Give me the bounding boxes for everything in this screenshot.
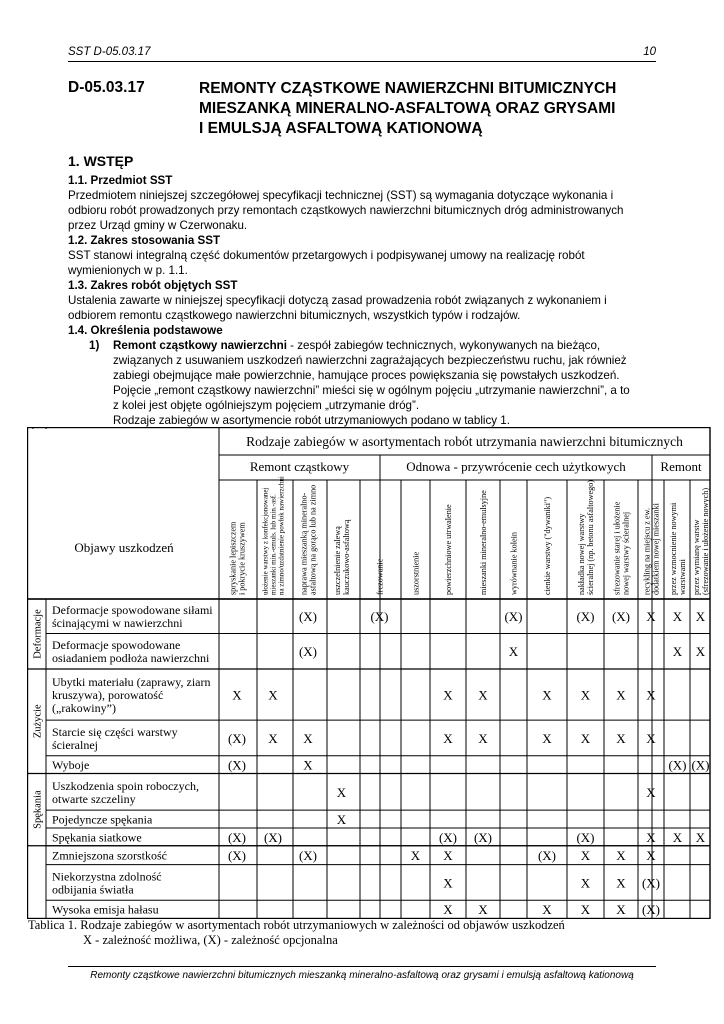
column-header: nakładka nowej warstwy — [576, 513, 586, 595]
dependency-mark: X — [695, 644, 706, 660]
column-header: frezowanie — [375, 558, 385, 595]
dependency-mark: X — [616, 875, 626, 891]
dependency-mark: X — [478, 730, 488, 746]
dependency-mark: X — [478, 902, 488, 918]
subsection-heading: 1.4. Określenia podstawowe — [68, 324, 223, 337]
dependency-mark: X — [580, 902, 591, 918]
title-line: I EMULSJĄ ASFALTOWĄ KATIONOWĄ — [199, 120, 483, 137]
group-label: Zużycie — [32, 704, 44, 739]
top-header: Rodzaje zabiegów w asortymentach robót utrzymania nawierzchni bitumicznych — [246, 434, 683, 449]
symptom-label: kruszywa), porowatość — [52, 688, 164, 703]
paragraph-line: odbiorem remontu cząstkowego nawierzchni bitumicznych, wszystkich typów i rodzajów. — [68, 309, 521, 322]
dependency-mark: (X) — [298, 609, 318, 625]
dependency-mark: X — [580, 687, 591, 703]
dependency-mark: (X) — [298, 644, 318, 660]
dependency-mark: X — [268, 730, 278, 746]
dependency-mark: X — [410, 848, 421, 864]
dependency-mark: X — [443, 902, 453, 918]
group-header: Remont cząstkowy — [249, 459, 350, 474]
column-header: mieszanki mineralno-emulsyjne — [478, 490, 488, 595]
dependency-mark: X — [508, 644, 519, 660]
column-header: uszczelnienie zalewą — [332, 526, 342, 595]
caption-line: Tablica 1. Rodzaje zabiegów w asortymentach robót utrzymaniowych w zależności od objawów uszkodzeń — [28, 918, 565, 932]
dependency-mark: (X) — [227, 829, 247, 845]
dependency-mark: X — [478, 687, 488, 703]
dependency-mark: X — [443, 687, 453, 703]
dependency-mark: X — [542, 902, 552, 918]
symptom-label: Niekorzystna zdolność — [52, 869, 162, 884]
symptom-label: Wysoka emisja hałasu — [52, 902, 159, 917]
item-number: 1) — [89, 339, 100, 352]
subsection-heading: 1.2. Zakres stosowania SST — [68, 234, 221, 247]
paragraph-line: Rodzaje zabiegów w asortymencie robót utrzymaniowych podano w tablicy 1. — [113, 414, 510, 427]
column-header: nowej warstwy ścieralnej — [621, 511, 631, 595]
paragraph-line: związanych z usuwaniem uszkodzeń nawierzchni zagrażających bezpieczeństwu ruchu, jak również — [113, 354, 627, 367]
column-header: warstwami — [677, 559, 687, 595]
dependency-mark: X — [303, 730, 313, 746]
caption-legend: X - zależność możliwa, (X) - zależność opcjonalna — [83, 933, 338, 947]
column-header: ścieralnej (np. betonu asfaltowego) — [585, 479, 595, 595]
dependency-mark: X — [616, 687, 626, 703]
column-header: recykling na miejscu z ew. — [642, 508, 652, 595]
section-heading: 1. WSTĘP — [68, 153, 134, 169]
definition-item — [68, 338, 668, 428]
group-label: Spękania — [32, 790, 44, 829]
dependency-mark: (X) — [504, 609, 523, 625]
paragraph-line: Ustalenia zawarte w niniejszej specyfikacji dotyczą zasad prowadzenia robót związanych z wykonaniem i — [68, 294, 607, 307]
symptom-label: („rakowiny”) — [52, 701, 116, 716]
document-title — [199, 79, 669, 139]
dependency-mark: X — [646, 829, 656, 845]
column-header: (sfrezowanie i ułożenie nowych) — [700, 487, 710, 595]
group-label — [32, 427, 57, 429]
paragraph-line: z kolei jest objęte ogólniejszym pojęciem „utrzymanie dróg”. — [113, 399, 420, 412]
page-number: 10 — [643, 46, 656, 58]
defined-term: Remont cząstkowy nawierzchni — [113, 339, 287, 352]
dependency-mark: (X) — [438, 829, 458, 845]
symptom-header: Objawy uszkodzeń — [74, 540, 174, 555]
dependency-mark: X — [542, 687, 552, 703]
dependency-mark: (X) — [473, 829, 493, 845]
subsection-heading: 1.1. Przedmiot SST — [68, 174, 173, 187]
title-line: REMONTY CZĄSTKOWE NAWIERZCHNI BITUMICZNYCH — [199, 80, 617, 97]
dependency-mark: X — [580, 730, 591, 746]
column-header: i pokrycie kruszywem — [237, 522, 247, 595]
treatment-table-grid — [27, 427, 711, 919]
dependency-mark: (X) — [263, 829, 283, 845]
column-header: uszorstnienie — [411, 551, 421, 595]
dependency-mark: (X) — [370, 609, 389, 625]
dependency-mark: (X) — [691, 757, 710, 773]
document-body — [68, 152, 668, 428]
symptom-label: odbijania światła — [52, 882, 134, 897]
dependency-mark: X — [580, 875, 591, 891]
subsection-heading: 1.3. Zakres robót objętych SST — [68, 279, 238, 292]
paragraph-line: przez Urząd gminy w Czerwonaku. — [68, 219, 248, 232]
dependency-mark: X — [672, 609, 683, 625]
dependency-mark: (X) — [641, 902, 661, 918]
dependency-mark: X — [616, 902, 626, 918]
paragraph-line: Pojęcie „remont cząstkowy nawierzchni” mieści się w ogólnym pojęciu „utrzymanie nawierzchni”, a to — [113, 384, 630, 397]
column-header: na zimno/uzdatnienie powłok nawierzchni — [277, 476, 286, 595]
dependency-mark: X — [616, 730, 626, 746]
table-frame — [28, 428, 711, 919]
dependency-mark: X — [646, 848, 656, 864]
column-header: naprawa mieszanką mineralno- — [299, 492, 309, 595]
dependency-mark: X — [443, 848, 453, 864]
column-header: sfrezowanie starej i ułożenie — [612, 501, 622, 595]
symptom-label: Starcie się części warstwy — [52, 724, 178, 739]
dependency-mark: X — [542, 730, 552, 746]
symptom-label: Uszkodzenia spoin roboczych, — [52, 778, 199, 793]
symptom-label: ścinającymi w nawierzchni — [52, 616, 183, 631]
dependency-mark: X — [646, 784, 656, 800]
paragraph-line: zabiegi obejmujące małe powierzchnie, hamujące proces powiększania się powstałych uszkodzeń. — [113, 369, 620, 382]
dependency-mark: X — [646, 609, 656, 625]
page-footer: Remonty cząstkowe nawierzchni bitumicznych mieszanką mineralno-asfaltową oraz grysami i emulsją asfaltową kationową — [68, 966, 656, 981]
paragraph-line: odbioru robót prowadzonych przy remontach cząstkowych nawierzchni bitumicznych dróg administrowanych — [68, 204, 624, 217]
paragraph-line — [113, 338, 668, 353]
dependency-mark: (X) — [227, 730, 247, 746]
dependency-mark: (X) — [641, 875, 661, 891]
paragraph-line: SST stanowi integralną część dokumentów przetargowych i podpisywanej umowy na realizację robót — [68, 249, 585, 262]
header-doc-code: SST D-05.03.17 — [68, 46, 151, 58]
symptom-label: Wyboje — [52, 758, 90, 773]
symptom-label: Zmniejszona szorstkość — [52, 848, 167, 863]
dependency-mark: (X) — [668, 757, 687, 773]
dependency-mark: (X) — [611, 609, 631, 625]
group-header: Odnowa - przywrócenie cech użytkowych — [406, 459, 626, 474]
dependency-mark: X — [443, 875, 453, 891]
dependency-mark: (X) — [576, 829, 595, 845]
symptom-label: Deformacje spowodowane siłami — [52, 603, 213, 618]
dependency-mark: (X) — [576, 609, 595, 625]
dependency-mark: (X) — [227, 757, 247, 773]
column-header: asfaltową na gorąco lub na zimno — [308, 484, 318, 595]
dependency-mark: X — [336, 812, 347, 828]
dependency-mark: (X) — [298, 848, 318, 864]
dependency-mark: X — [695, 609, 706, 625]
document-code: D-05.03.17 — [68, 79, 145, 96]
symptom-label: Spękania siatkowe — [52, 830, 142, 845]
definition-text: - zespół zabiegów technicznych, wykonywanych na bieżąco, — [286, 339, 601, 352]
symptom-label: Pojedyncze spękania — [52, 812, 153, 827]
column-header: powierzchniowe utrwalenie — [443, 504, 453, 595]
page-header — [68, 46, 656, 62]
dependency-mark: X — [616, 848, 626, 864]
dependency-mark: X — [646, 730, 656, 746]
dependency-mark: X — [268, 687, 278, 703]
group-label: Deformacje — [32, 609, 44, 659]
dependency-mark: (X) — [227, 848, 247, 864]
dependency-mark: X — [443, 730, 453, 746]
column-header: wyrównanie kolein — [509, 532, 519, 595]
column-header: mieszanki min.-emuls. lub min.-asf. — [269, 494, 278, 595]
dependency-mark: X — [672, 829, 683, 845]
dependency-mark: X — [672, 644, 683, 660]
dependency-mark: X — [336, 784, 347, 800]
symptom-label: ścieralnej — [52, 737, 98, 752]
symptom-label: Ubytki materiału (zaprawy, ziarn — [52, 675, 211, 690]
symptom-label: osiadaniem podłoża nawierzchni — [52, 651, 210, 666]
column-header: przez wzmocnienie nowymi — [668, 502, 678, 595]
column-header: ułożenie warstwy z konfekcjonowanej — [261, 487, 270, 595]
dependency-mark: X — [646, 687, 656, 703]
dependency-mark: X — [232, 687, 242, 703]
dependency-mark: X — [303, 757, 313, 773]
dependency-mark: X — [580, 848, 591, 864]
column-header: dodatkiem nowej mieszanki — [651, 503, 661, 595]
dependency-mark: (X) — [537, 848, 557, 864]
dependency-mark: X — [695, 829, 706, 845]
title-line: MIESZANKĄ MINERALNO-ASFALTOWĄ ORAZ GRYSAMI — [199, 100, 616, 117]
treatment-table — [27, 427, 711, 924]
paragraph-line: Przedmiotem niniejszej szczegółowej specyfikacji technicznej (SST) są wymagania dotyczące wykonania i — [68, 189, 614, 202]
column-header: cienkie warstwy ("dywaniki") — [542, 496, 552, 595]
symptom-label: Deformacje spowodowane — [52, 638, 181, 653]
column-header: spryskanie lepiszczem — [228, 521, 238, 595]
column-header: przez wymianę warstw — [691, 519, 701, 595]
column-header: kauczukowo-asfaltową — [341, 519, 351, 595]
table-caption — [28, 918, 565, 948]
symptom-label: otwarte szczeliny — [52, 791, 136, 806]
group-header: Remont — [660, 459, 702, 474]
paragraph-line: wymienionych w p. 1.1. — [68, 264, 188, 277]
